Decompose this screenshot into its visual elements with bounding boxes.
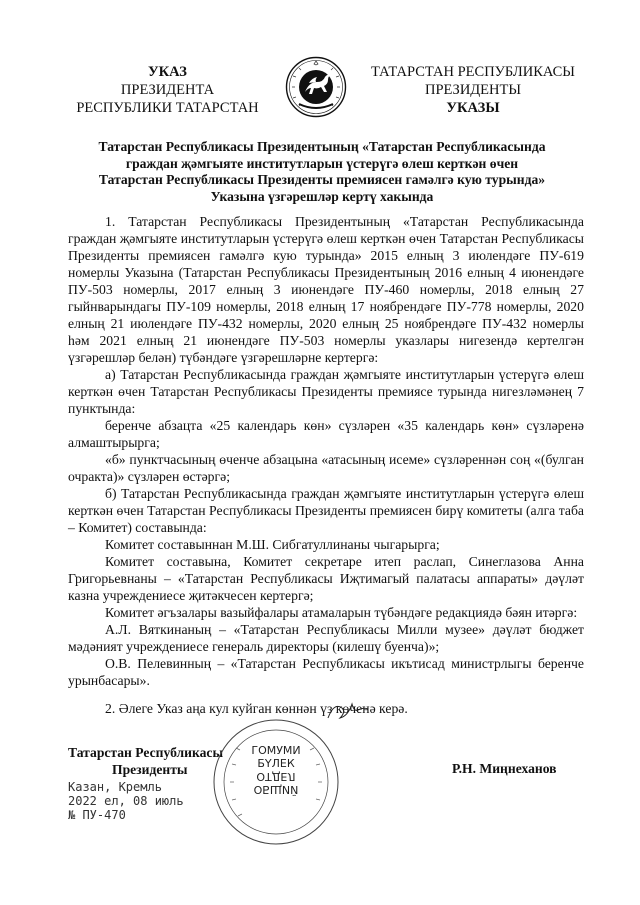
- header-right: [358, 63, 588, 117]
- paragraph: 1. Татарстан Республикасы Президентының «Татарстан Республикасында граждан җәмгыяте институтларын үстерүгә өлеш керткән өчен Татарстан Республикасы Президенты премиясен гамәлгә кую турында» 2015 елның 3 июлендәге ПУ-619 номерлы Указына (Татарстан Республикасы Президентының 2016 елның 4 июнендәге ПУ-503 номерлы, 2017 елның 3 июнендәге ПУ-460 номерлы, 2018 елның 27 гыйнварындагы ПУ-109 номерлы, 2018 елның 17 ноябрендәге ПУ-778 номерлы, 2020 елның 21 июлендәге ПУ-432 номерлы, 2020 елның 25 ноябрендәге ПУ-432 номерлы һәм 2021 елның 21 июнендәге ПУ-503 номерлы указлары нигезендә кертелгән үзгәрешләр белән) түбәндәге үзгәрешләрне кертергә:: [68, 214, 584, 365]
- title-line: граждан җәмгыяте институтларын үстерүгә өлеш керткән өчен: [125, 155, 519, 171]
- paragraph: а) Татарстан Республикасында граждан җәмгыяте институтларын үстерүгә өлеш керткән өчен Татарстан Республикасы Президенты премиясе турында нигезләмәнең 7 пунктында:: [68, 367, 584, 416]
- header-left-line-1: УКАЗ: [148, 64, 187, 80]
- issue-date: 2022 ел, 08 июль: [68, 794, 184, 808]
- stamp-text: [244, 744, 308, 796]
- document-body: [68, 213, 584, 717]
- title-line: Татарстан Республикасы Президентының «Татарстан Республикасында: [98, 139, 546, 154]
- paragraph: А.Л. Вяткинаның – «Татарстан Республикасы Милли музее» дәүләт бюджет мәдәният учреждениесе генераль директоры (килешү буенча)»;: [68, 622, 584, 654]
- paragraph: б) Татарстан Республикасында граждан җәмгыяте институтларын үстерүгә өлеш керткән өчен Татарстан Республикасы Президенты премиясен бирү комитеты (алга таба – Комитет) составында:: [68, 486, 584, 535]
- header-right-line-2: ПРЕЗИДЕНТЫ: [424, 82, 522, 98]
- signatory-name: Р.Н. Миңнеханов: [452, 761, 557, 776]
- decree-number: № ПУ-470: [68, 808, 126, 822]
- header-left-line-2: ПРЕЗИДЕНТА: [120, 82, 215, 98]
- signatory-title-line-2: Президенты: [112, 762, 188, 777]
- header-right-line-1: ТАТАРСТАН РЕСПУБЛИКАСЫ: [371, 64, 575, 80]
- stamp-line: ОБЩИЙ: [253, 783, 299, 796]
- title-line: Указына үзгәрешләр кертү хакында: [210, 188, 434, 204]
- stamp-line: ГОМУМИ: [251, 744, 301, 757]
- header-right-line-3: УКАЗЫ: [446, 100, 500, 116]
- paragraph: Комитет составына, Комитет секретаре итеп раслап, Синеглазова Анна Григорьевнаны – «Татарстан Республикасы Иҗтимагый палатасы аппараты» дәүләт казна учреждениесе җитәкчесен кертергә;: [68, 554, 584, 603]
- header-left-line-3: РЕСПУБЛИКИ ТАТАРСТАН: [76, 100, 259, 116]
- stamp-line: ОТДЕЛ: [256, 770, 296, 783]
- header-left: [60, 63, 275, 117]
- signatory-title-line-1: Татарстан Республикасы: [68, 745, 224, 760]
- paragraph: «б» пунктчасының өченче абзацына «атасының исеме» сүзләреннән соң «(булган очракта)» сүзләрен өстәргә;: [68, 452, 584, 484]
- document-title: [62, 139, 582, 205]
- title-line: Татарстан Республикасы Президенты премиясен гамәлгә кую турында»: [98, 172, 546, 187]
- tatarstan-coat-of-arms-icon: [285, 56, 347, 118]
- signatory-title: [68, 744, 223, 778]
- paragraph: беренче абзацта «25 календарь көн» сүзләрен «35 календарь көн» сүзләренә алмаштырырга;: [68, 418, 584, 450]
- paragraph: О.В. Пелевинның – «Татарстан Республикасы икътисад министрлыгы беренче урынбасары».: [68, 656, 584, 688]
- paragraph: 2. Әлеге Указ аңа кул куйган көннән үз көченә керә.: [105, 701, 408, 716]
- issue-details: [68, 780, 184, 822]
- paragraph: Комитет составыннан М.Ш. Сибгатуллинаны чыгарырга;: [105, 537, 440, 552]
- paragraph: Комитет әгъзалары вазыйфалары атамаларын түбәндәге редакциядә бәян итәргә:: [105, 605, 578, 620]
- issue-place: Казан, Кремль: [68, 780, 162, 794]
- stamp-line: БҮЛЕК: [257, 757, 295, 770]
